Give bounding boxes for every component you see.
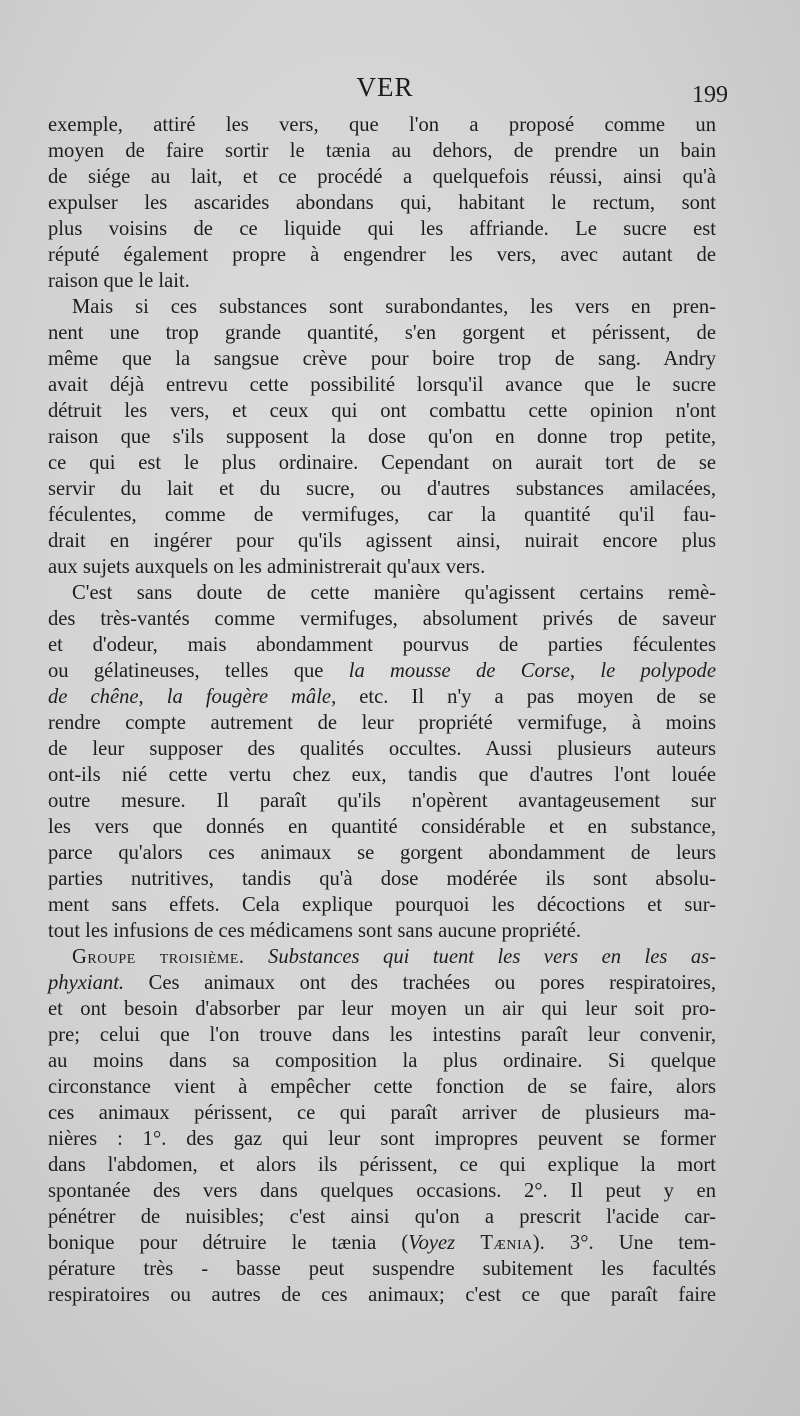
text-line: moyen de faire sortir le tænia au dehors, de prendre un bain	[48, 140, 716, 162]
text-line: pérature très - basse peut suspendre subitement les facultés	[48, 1258, 716, 1280]
text-line: de siége au lait, et ce procédé a quelquefois réussi, ainsi qu'à	[48, 166, 716, 188]
page-number: 199	[692, 82, 728, 108]
text-line: pénétrer de nuisibles; c'est ainsi qu'on a prescrit l'acide car-	[48, 1206, 716, 1228]
body-text	[48, 112, 716, 1308]
text-line: ce qui est le plus ordinaire. Cependant on aurait tort de se	[48, 452, 716, 474]
text-line	[48, 970, 716, 996]
text-line	[48, 684, 716, 710]
text-line	[48, 1230, 716, 1256]
text-line: nières : 1°. des gaz qui leur sont impropres peuvent se former	[48, 1128, 716, 1150]
text-line: tout les infusions de ces médicamens sont sans aucune propriété.	[48, 920, 582, 942]
text-line: nent une trop grande quantité, s'en gorgent et périssent, de	[48, 322, 716, 344]
text-line: plus voisins de ce liquide qui les affriande. Le sucre est	[48, 218, 716, 240]
cross-reference-taenia: Tænia	[480, 1232, 533, 1254]
running-head: VER	[356, 72, 414, 102]
section-heading: Groupe troisième.	[72, 946, 245, 968]
text-line: rendre compte autrement de leur propriété vermifuge, à moins	[48, 712, 716, 734]
text-line: dans l'abdomen, et alors ils périssent, ce qui explique la mort	[48, 1154, 716, 1176]
text-segment	[455, 1232, 480, 1254]
text-segment: ,	[569, 660, 601, 682]
text-line: raison que le lait.	[48, 270, 190, 292]
text-segment: ,	[138, 686, 167, 708]
italic-term: phyxiant.	[48, 972, 125, 994]
text-line: ces animaux périssent, ce qui paraît arriver de plusieurs ma-	[48, 1102, 716, 1124]
italic-term: Substances qui tuent les vers en les as-	[268, 946, 717, 968]
paragraph-4	[48, 944, 716, 1308]
text-segment: ou gélatineuses, telles que	[48, 660, 349, 682]
text-line: expulser les ascarides abondans qui, habitant le rectum, sont	[48, 192, 716, 214]
text-line: circonstance vient à empêcher cette fonction de se faire, alors	[48, 1076, 716, 1098]
text-line: même que la sangsue crève pour boire trop de sang. Andry	[48, 348, 716, 370]
italic-term: le polypode	[600, 660, 716, 682]
text-line: parce qu'alors ces animaux se gorgent abondamment de leurs	[48, 842, 716, 864]
text-line: raison que s'ils supposent la dose qu'on en donne trop petite,	[48, 426, 716, 448]
text-line: au moins dans sa composition la plus ordinaire. Si quelque	[48, 1050, 716, 1072]
text-segment	[245, 946, 268, 968]
text-line: ment sans effets. Cela explique pourquoi les décoctions et sur-	[48, 894, 716, 916]
text-segment: ). 3°. Une tem-	[532, 1232, 716, 1254]
text-line: exemple, attiré les vers, que l'on a proposé comme un	[48, 114, 716, 136]
text-line: respiratoires ou autres de ces animaux; c'est ce que paraît faire	[48, 1284, 716, 1306]
text-line: outre mesure. Il paraît qu'ils n'opèrent avantageusement sur	[48, 790, 716, 812]
text-line: et d'odeur, mais abondamment pourvus de parties féculentes	[48, 634, 716, 656]
text-line: Mais si ces substances sont surabondantes, les vers en pren-	[72, 296, 716, 318]
text-line: servir du lait et du sucre, ou d'autres substances amilacées,	[48, 478, 716, 500]
paragraph-3	[48, 580, 716, 944]
italic-term: de chêne	[48, 686, 139, 708]
text-line: pre; celui que l'on trouve dans les intestins paraît leur convenir,	[48, 1024, 716, 1046]
text-line: avait déjà entrevu cette possibilité lorsqu'il avance que le sucre	[48, 374, 716, 396]
text-line: les vers que donnés en quantité considérable et en substance,	[48, 816, 716, 838]
text-line: spontanée des vers dans quelques occasions. 2°. Il peut y en	[48, 1180, 716, 1202]
cross-reference-voyez: Voyez	[408, 1232, 456, 1254]
text-line: drait en ingérer pour qu'ils agissent ainsi, nuirait encore plus	[48, 530, 716, 552]
text-line	[48, 944, 716, 970]
text-line	[48, 658, 716, 684]
italic-term: la mousse de Corse	[348, 660, 570, 682]
text-line: féculentes, comme de vermifuges, car la quantité qu'il fau-	[48, 504, 716, 526]
text-line: C'est sans doute de cette manière qu'agissent certains remè-	[72, 582, 716, 604]
text-line: aux sujets auxquels on les administrerait qu'aux vers.	[48, 556, 486, 578]
text-line: parties nutritives, tandis qu'à dose modérée ils sont absolu-	[48, 868, 716, 890]
text-segment: Ces animaux ont des trachées ou pores respiratoires,	[124, 972, 716, 994]
text-line: et ont besoin d'absorber par leur moyen un air qui leur soit pro-	[48, 998, 716, 1020]
text-segment: bonique pour détruire le tænia (	[48, 1232, 409, 1254]
text-line: des très-vantés comme vermifuges, absolument privés de saveur	[48, 608, 716, 630]
text-line: détruit les vers, et ceux qui ont combattu cette opinion n'ont	[48, 400, 716, 422]
italic-term: la fougère mâle	[166, 686, 332, 708]
text-line: réputé également propre à engendrer les vers, avec autant de	[48, 244, 716, 266]
text-line: ont-ils nié cette vertu chez eux, tandis que d'autres l'ont louée	[48, 764, 716, 786]
paragraph-1	[48, 112, 716, 294]
text-line: de leur supposer des qualités occultes. Aussi plusieurs auteurs	[48, 738, 716, 760]
paragraph-2	[48, 294, 716, 580]
text-segment: , etc. Il n'y a pas moyen de se	[331, 686, 717, 708]
page-header	[0, 72, 800, 108]
